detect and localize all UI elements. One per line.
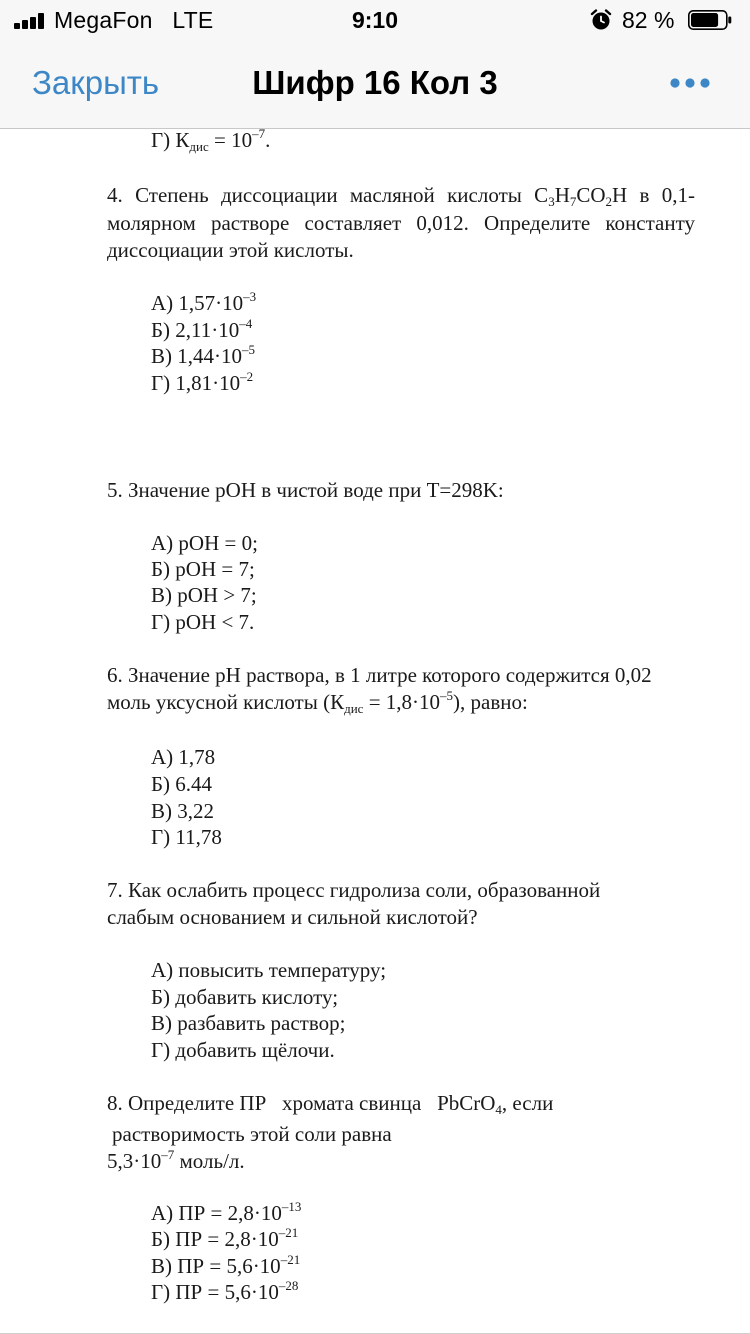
q7-line-1: 7. Как ослабить процесс гидролиза соли, образованной <box>107 878 601 902</box>
status-time: 9:10 <box>351 7 399 33</box>
q6-line-1: 6. Значение pH раствора, в 1 литре которого содержится 0,02 <box>107 663 652 687</box>
q5-option: В) pOH > 7; <box>151 583 257 607</box>
q4-option: Г) $1,81\cdot 10^{-2}$ <box>151 369 254 395</box>
q6-option: В) 3,22 <box>151 799 214 823</box>
document-view[interactable] <box>0 129 750 1334</box>
q5-text: 5. Значение pOH в чистой воде при T=298K: <box>107 478 504 502</box>
more-dots-icon[interactable] <box>668 76 712 90</box>
page-title: Шифр 16 Кол 3 <box>252 64 498 101</box>
q7-option: В) разбавить раствор; <box>151 1011 346 1035</box>
carrier-name: MegaFon <box>54 7 153 33</box>
q6-line-2: моль уксусной кислоты $(К_{дис} = 1,8\cdot 10^{-5})$, равно: <box>107 688 528 716</box>
battery-icon <box>688 10 732 30</box>
q6-option: Г) 11,78 <box>151 825 222 849</box>
q8-option: А) ПР = $2,8\cdot 10^{-13}$ <box>151 1199 302 1225</box>
q5-option: Б) pOH = 7; <box>151 557 255 581</box>
q7-option: А) повысить температуру; <box>151 958 387 982</box>
q8-option: В) ПР = $5,6\cdot 10^{-21}$ <box>151 1252 301 1278</box>
q4-option: В) $1,44\cdot 10^{-5}$ <box>151 342 255 368</box>
q8-option: Б) ПР = $2,8\cdot 10^{-21}$ <box>151 1225 299 1251</box>
navigation-bar <box>0 40 750 129</box>
q7-option: Г) добавить щёлочи. <box>151 1038 335 1062</box>
battery-percentage: 82 % <box>622 7 675 33</box>
status-bar <box>0 0 750 40</box>
q4-line-2: молярном растворе составляет 0,012. Определите константу <box>107 211 695 235</box>
q8-line-2: растворимость этой соли равна <box>112 1122 392 1146</box>
q5-option: Г) pOH < 7. <box>151 610 255 634</box>
q3-option-g: Г) $К_{дис} = 10^{-7}$. <box>151 129 271 154</box>
q6-option: А) 1,78 <box>151 745 216 769</box>
close-button[interactable]: Закрыть <box>32 64 160 101</box>
q6-option: Б) 6.44 <box>151 772 213 796</box>
q4-line-1: 4. Степень диссоциации масляной кислоты $C_3H_7CO_2H$ в 0,1- <box>107 183 696 209</box>
q5-option: А) pOH = 0; <box>151 531 258 555</box>
q4-option: Б) $2,11\cdot 10^{-4}$ <box>151 316 253 342</box>
q7-option: Б) добавить кислоту; <box>151 985 339 1009</box>
q8-line-3: $5,3\cdot 10^{-7}$ моль/л. <box>107 1147 245 1173</box>
q8-option: Г) ПР = $5,6\cdot 10^{-28}$ <box>151 1278 299 1304</box>
network-type: LTE <box>172 7 214 33</box>
q4-line-3: диссоциации этой кислоты. <box>107 238 354 262</box>
q4-option: А) $1,57\cdot 10^{-3}$ <box>151 289 257 315</box>
q8-line-1: 8. Определите ПР хромата свинца PbCrO$_4$, если <box>107 1091 554 1117</box>
q7-line-2: слабым основанием и сильной кислотой? <box>107 905 478 929</box>
alarm-clock-icon <box>590 9 612 31</box>
